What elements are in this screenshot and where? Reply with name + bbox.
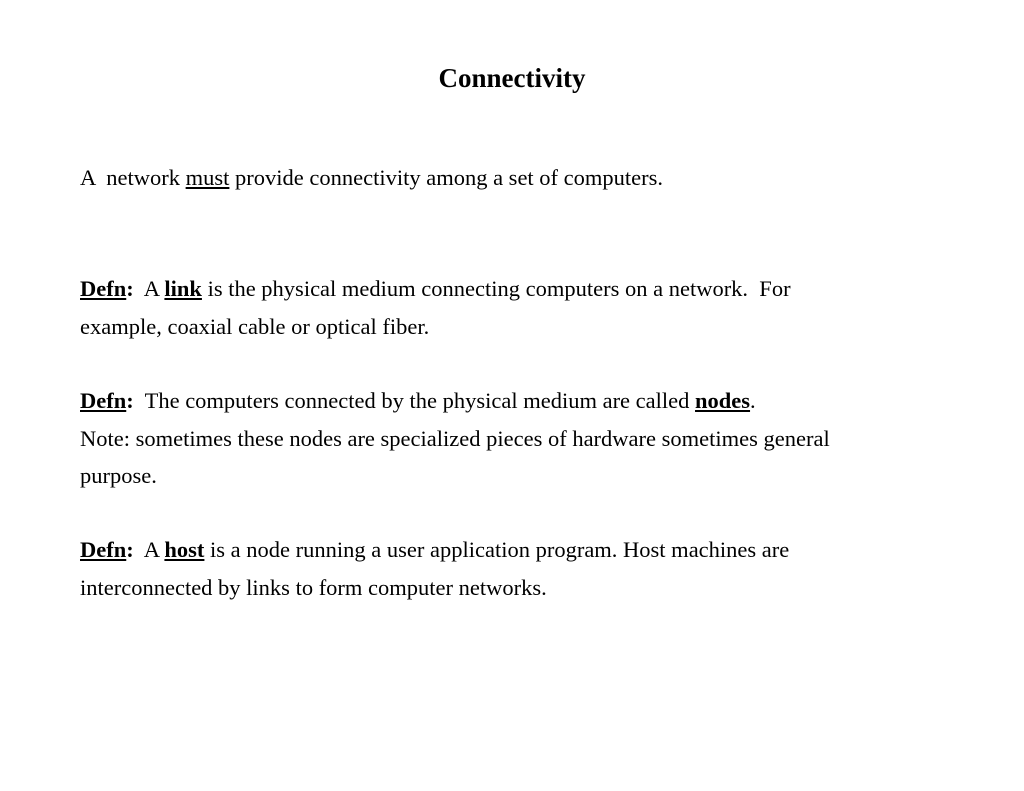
defn-colon: :	[126, 388, 134, 413]
slide-title: Connectivity	[438, 63, 586, 93]
defn-nodes-line-1	[80, 382, 960, 420]
defn-host-line-2: interconnected by links to form computer networks.	[80, 574, 547, 600]
defn-colon: :	[126, 276, 134, 301]
defn-host-line-1	[80, 531, 960, 569]
defn-label: Defn	[80, 276, 127, 301]
defn-nodes-paragraph	[80, 382, 960, 495]
defn-host-rest: is a node running a user application program. Host machines are	[204, 537, 790, 562]
defn-host-paragraph	[80, 531, 960, 606]
intro-paragraph	[80, 159, 960, 197]
intro-line	[80, 159, 960, 197]
defn-link-line-2: example, coaxial cable or optical fiber.	[80, 313, 430, 339]
defn-link-paragraph	[80, 270, 960, 345]
intro-text-after: provide connectivity among a set of computers.	[229, 165, 664, 190]
defn-label: Defn	[80, 537, 127, 562]
defn-colon: :	[126, 537, 134, 562]
intro-emphasis-must: must	[185, 165, 230, 190]
defn-host-pre: A	[133, 537, 165, 562]
term-host: host	[164, 537, 205, 562]
note-line-2: purpose.	[80, 463, 157, 488]
defn-link-line-1	[80, 270, 960, 308]
intro-text-before: A network	[80, 165, 186, 190]
defn-link-pre: A	[133, 276, 165, 301]
defn-nodes-pre: The computers connected by the physical medium are called	[133, 388, 696, 413]
defn-link-rest: is the physical medium connecting computers on a network. For	[201, 276, 791, 301]
term-nodes: nodes	[695, 388, 751, 413]
defn-label: Defn	[80, 388, 127, 413]
note-line-1: Note: sometimes these nodes are specialized pieces of hardware sometimes general	[80, 425, 830, 451]
defn-nodes-post: .	[750, 388, 756, 413]
term-link: link	[164, 276, 202, 301]
